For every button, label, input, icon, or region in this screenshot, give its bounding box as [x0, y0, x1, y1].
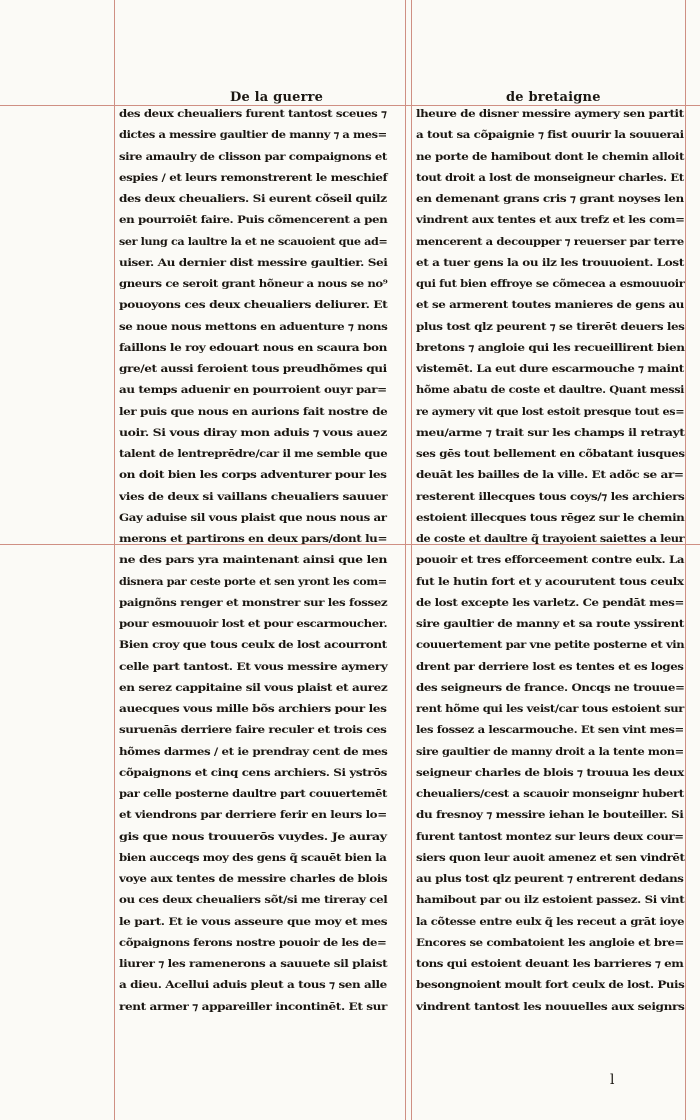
text-line: estoient illecques tous rēgez sur le chemin	[416, 511, 685, 524]
text-line: hamibout par ou ilz estoient passez. Si vint	[416, 894, 685, 907]
left-margin-rule	[114, 0, 115, 1120]
text-line: suruenās derriere faire reculer et trois ces	[119, 724, 387, 737]
text-line: au temps aduenir en pourroient ouyr par=	[119, 384, 387, 397]
text-line: a tout sa cõpaignie ⁊ fist ouurir la souuerai	[416, 129, 684, 142]
text-line: mencerent a decoupper ⁊ reuerser par terre	[416, 235, 684, 248]
text-line: pouoyons ces deux cheualiers deliurer. Et	[119, 299, 388, 312]
text-line: des deux cheualiers. Si eurent cõseil quilz	[119, 193, 387, 205]
text-line: hõme abatu de coste et daultre. Quant messi	[416, 384, 685, 397]
text-line: uiser. Au dernier dist messire gaultier. Sei	[119, 256, 388, 269]
text-line: des seigneurs de france. Oncqs ne trouue=	[416, 681, 685, 694]
text-line: a dieu. Acellui aduis pleut a tous ⁊ sen alle	[119, 979, 387, 992]
text-line: ne porte de hamibout dont le chemin alloit	[416, 150, 685, 163]
text-line: qui fut bien effroye se cõmecea a esmouuoir	[416, 278, 685, 290]
text-line: resterent illecques tous coys/⁊ les archiers	[416, 490, 685, 503]
text-line: Encores se combatoient les angloie et bre=	[416, 936, 684, 949]
text-line: la cõtesse entre eulx q̃ les receut a grāt ioye	[416, 915, 685, 928]
text-line: gneurs ce seroit grant hõneur a nous se no⁹	[119, 278, 388, 290]
text-line: ses gēs tout bellement en cõbatant iusques	[416, 448, 685, 460]
text-line: cõpaignons ferons nostre pouoir de les de=	[119, 936, 387, 949]
text-line: ser lung ca laultre la et ne scauoient que ad=	[119, 235, 388, 248]
text-line: seigneur charles de blois ⁊ trouua les deux	[416, 766, 684, 779]
text-line: des deux cheualiers furent tantost sceues ⁊	[119, 108, 387, 120]
text-line: sire amaulry de clisson par compaignons et	[119, 150, 387, 163]
text-line: espies / et leurs remonstrerent le meschief	[119, 171, 388, 184]
text-line: en serez cappitaine sil vous plaist et aurez	[119, 681, 388, 694]
right-text-column	[416, 104, 686, 1018]
text-line: re aymery vit que lost estoit presque tout es=	[416, 405, 685, 418]
text-line: ler puis que nous en aurions fait nostre de	[119, 405, 388, 418]
text-line: paignõns renger et monstrer sur les fossez	[119, 596, 388, 609]
text-line: du fresnoy ⁊ messire iehan le bouteiller. Si	[416, 809, 684, 822]
text-line: dictes a messire gaultier de manny ⁊ a mes=	[119, 129, 387, 142]
text-line: bretons ⁊ angloie qui les recueillirent bien	[416, 341, 685, 354]
text-line: vistemēt. La eut dure escarmouche ⁊ maint	[416, 363, 684, 375]
text-line: sire gaultier de manny et sa route yssirent	[416, 618, 684, 630]
text-line: besongnoient moult fort ceulx de lost. Puis	[416, 979, 685, 992]
text-line: bien aucceqs moy des gens q̃ scauēt bien la	[119, 851, 387, 864]
text-line: fut le hutin fort et y acourutent tous ceulx	[416, 575, 684, 588]
running-head-left: De la guerre	[230, 90, 324, 105]
left-text-column	[119, 104, 389, 1018]
text-line: tout droit a lost de monseigneur charles. Et	[416, 171, 684, 184]
text-line: disnera par ceste porte et sen yront les com=	[119, 575, 387, 588]
text-line: ne des pars yra maintenant ainsi que len	[119, 554, 387, 567]
text-line: faillons le roy edouart nous en scaura bon	[119, 341, 388, 354]
text-line: gis que nous trouuerōs vuydes. Je auray	[119, 830, 387, 843]
text-line: couuertement par vne petite posterne et vin	[416, 639, 685, 652]
text-line: tons qui estoient deuant les barrieres ⁊ em	[416, 958, 684, 970]
text-line: Gay aduise sil vous plaist que nous nous ar	[119, 511, 387, 524]
text-line: de coste et daultre q̃ trayoient saiettes a leur	[416, 533, 685, 545]
column-gutter-rule-right	[411, 0, 412, 1120]
text-line: gre/et aussi feroient tous preudhõmes qui	[119, 363, 387, 375]
folio-mark: l	[610, 1072, 615, 1088]
text-line: meu/arme ⁊ trait sur les champs il retrayt	[416, 426, 685, 439]
text-line: liurer ⁊ les ramenerons a sauuete sil plaist	[119, 958, 388, 970]
text-line: et viendrons par derriere ferir en leurs lo=	[119, 809, 387, 822]
text-line: les fossez a lescarmouche. Et sen vint mes=	[416, 724, 684, 737]
text-line: pour esmouuoir lost et pour escarmoucher.	[119, 618, 388, 630]
text-line: le part. Et ie vous asseure que moy et mes	[119, 915, 388, 928]
text-line: drent par derriere lost es tentes et es loges	[416, 660, 684, 673]
text-line: uoir. Si vous diray mon aduis ⁊ vous auez	[119, 426, 387, 439]
text-line: deuāt les bailles de la ville. Et adõc se ar=	[416, 469, 684, 482]
text-line: rent hõme qui les veist/car tous estoient sur	[416, 703, 684, 715]
text-line: vindrent tantost les nouuelles aux seignrs	[416, 1000, 685, 1013]
text-line: vies de deux si vaillans cheualiers sauuer	[119, 490, 388, 503]
text-line: hõmes darmes / et ie prendray cent de mes	[119, 745, 388, 758]
text-line: par celle posterne daultre part couuertemēt	[119, 788, 387, 800]
text-line: rent armer ⁊ appareiller incontinēt. Et sur	[119, 1000, 387, 1013]
text-line: se noue nous mettons en aduenture ⁊ nons	[119, 320, 388, 333]
text-line: au plus tost qlz peurent ⁊ entrerent dedans	[416, 873, 684, 885]
text-line: on doit bien les corps adventurer pour les	[119, 469, 387, 482]
text-line: merons et partirons en deux pars/dont lu=	[119, 533, 388, 545]
text-line: pouoir et tres efforceement contre eulx. La	[416, 554, 685, 567]
text-line: talent de lentreprēdre/car il me semble que	[119, 448, 388, 460]
text-line: de lost excepte les varletz. Ce pendāt mes=	[416, 596, 684, 609]
text-line: et se armerent toutes manieres de gens au	[416, 299, 684, 312]
running-head-right: de bretaigne	[506, 90, 601, 105]
text-line: lheure de disner messire aymery sen partit	[416, 108, 684, 120]
text-line: sire gaultier de manny droit a la tente mon=	[416, 745, 684, 758]
text-line: vindrent aux tentes et aux trefz et les com=	[416, 214, 685, 227]
text-line: auecques vous mille bõs archiers pour les	[119, 703, 387, 715]
text-line: cheualiers/cest a scauoir monseignr hubert	[416, 788, 684, 800]
text-line: siers quon leur auoit amenez et sen vindrēt	[416, 851, 685, 864]
text-line: furent tantost montez sur leurs deux cour=	[416, 830, 684, 843]
text-line: en pourroiēt faire. Puis cõmencerent a pen	[119, 214, 388, 227]
text-line: cõpaignons et cinq cens archiers. Si ystrōs	[119, 766, 387, 779]
text-line: et a tuer gens la ou ilz les trouuoient. Lost	[416, 256, 684, 269]
text-line: en demenant grans cris ⁊ grant noyses len	[416, 193, 684, 205]
text-line: ou ces deux cheualiers sõt/si me tireray cel	[119, 894, 388, 907]
text-line: Bien croy que tous ceulx de lost acourront	[119, 639, 387, 652]
text-line: plus tost qlz peurent ⁊ se tirerēt deuers les	[416, 320, 685, 333]
text-line: voye aux tentes de messire charles de blois	[119, 873, 388, 885]
column-gutter-rule-left	[405, 0, 406, 1120]
text-line: celle part tantost. Et vous messire aymery	[119, 660, 388, 673]
